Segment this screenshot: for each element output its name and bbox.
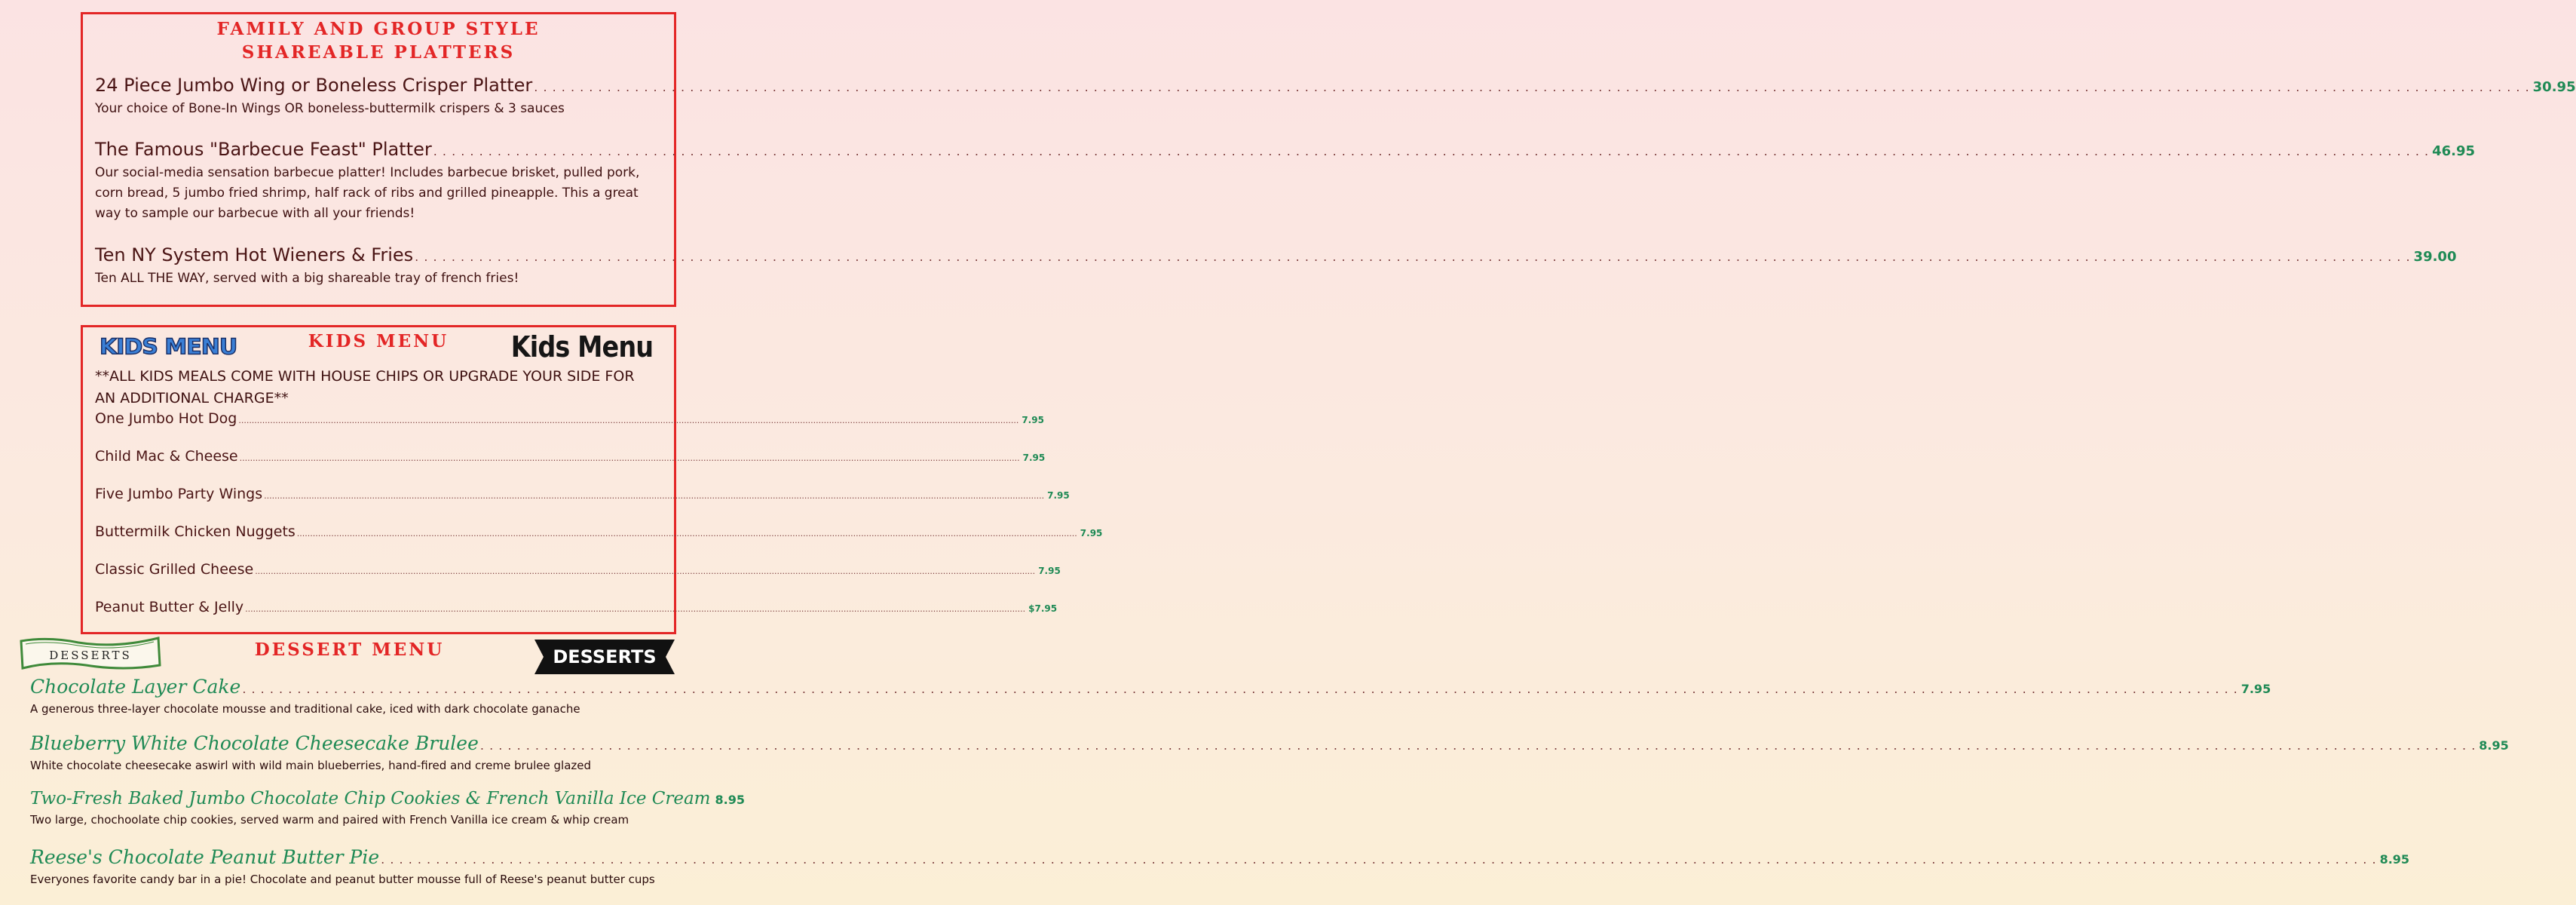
dessert-item xyxy=(30,789,745,827)
leader-dots xyxy=(297,529,1077,538)
item-description: Ten ALL THE WAY, served with a big shareable tray of french fries! xyxy=(95,271,519,286)
kids-item xyxy=(95,410,1044,427)
item-price: 8.95 xyxy=(2379,852,2410,867)
item-price: 30.95 xyxy=(2532,79,2576,95)
item-description: Our social-media sensation barbecue platter! Includes barbecue brisket, pulled pork, corn bread, 5 jumbo fried shrimp, half rack of ribs and grilled pineapple. This a great way to sample our barbecue with all your friends! xyxy=(95,165,640,221)
leader-dots xyxy=(381,852,2376,867)
item-name: Two-Fresh Baked Jumbo Chocolate Chip Cookies & French Vanilla Ice Cream xyxy=(30,789,711,808)
desserts-scroll-label: DESSERTS xyxy=(49,649,132,662)
desserts-black-label: DESSERTS xyxy=(553,646,657,667)
kids-item xyxy=(95,448,1046,465)
desserts-black-banner xyxy=(533,640,676,674)
item-price: 7.95 xyxy=(1022,415,1044,425)
item-price: 7.95 xyxy=(1047,490,1070,501)
platter-item xyxy=(95,75,2576,119)
kids-menu-badge-left: KIDS MENU xyxy=(100,334,237,360)
item-description: White chocolate cheesecake aswirl with wild main blueberries, hand-fired and creme brulee glazed xyxy=(30,759,592,772)
kids-item xyxy=(95,599,1058,615)
leader-dots xyxy=(242,682,2238,696)
kids-heading: KIDS MENU xyxy=(308,331,449,351)
platter-item xyxy=(95,139,2476,224)
item-name: Five Jumbo Party Wings xyxy=(95,486,263,502)
kids-note: **ALL KIDS MEALS COME WITH HOUSE CHIPS OR UPGRADE YOUR SIDE FOR AN ADDITIONAL CHARGE** xyxy=(95,368,635,406)
item-name: 24 Piece Jumbo Wing or Boneless Crisper Platter xyxy=(95,75,533,96)
item-price: $7.95 xyxy=(1028,603,1058,614)
dessert-item xyxy=(30,732,2509,772)
item-name: Blueberry White Chocolate Cheesecake Brulee xyxy=(30,732,479,754)
item-description: Your choice of Bone-In Wings OR boneless-buttermilk crispers & 3 sauces xyxy=(95,101,565,116)
item-price: 7.95 xyxy=(1022,452,1046,463)
item-price: 46.95 xyxy=(2432,143,2476,159)
kids-item xyxy=(95,486,1070,502)
platters-heading-line1: FAMILY AND GROUP STYLE xyxy=(216,19,541,39)
item-name: Ten NY System Hot Wieners & Fries xyxy=(95,244,414,265)
kids-menu-badge-right: Kids Menu xyxy=(510,330,653,364)
item-name: One Jumbo Hot Dog xyxy=(95,410,237,427)
kids-item xyxy=(95,561,1061,578)
item-description: Everyones favorite candy bar in a pie! Chocolate and peanut butter mousse full of Reese's peanut butter cups xyxy=(30,873,655,886)
leader-dots xyxy=(240,453,1020,463)
leader-dots xyxy=(433,144,2429,158)
desserts-heading: DESSERT MENU xyxy=(254,640,445,660)
platters-section xyxy=(81,12,2576,307)
leader-dots xyxy=(238,416,1018,425)
item-price: 8.95 xyxy=(2479,738,2509,753)
item-name: The Famous "Barbecue Feast" Platter xyxy=(95,139,432,160)
dessert-item xyxy=(30,676,2271,716)
item-price: 8.95 xyxy=(715,793,745,807)
leader-dots xyxy=(264,491,1044,501)
leader-dots xyxy=(534,80,2529,94)
leader-dots xyxy=(480,738,2476,753)
item-description: A generous three-layer chocolate mousse and traditional cake, iced with dark chocolate ganache xyxy=(30,702,580,716)
item-name: Chocolate Layer Cake xyxy=(30,676,241,698)
kids-item xyxy=(95,523,1103,540)
platter-item xyxy=(95,244,2457,289)
platters-heading-line2: SHAREABLE PLATTERS xyxy=(241,42,516,63)
item-name: Classic Grilled Cheese xyxy=(95,561,254,578)
item-price: 7.95 xyxy=(1080,528,1103,538)
kids-section xyxy=(81,325,1103,634)
leader-dots xyxy=(255,566,1035,576)
item-price: 39.00 xyxy=(2413,249,2457,265)
leader-dots xyxy=(245,604,1025,614)
item-name: Buttermilk Chicken Nuggets xyxy=(95,523,296,540)
item-name: Reese's Chocolate Peanut Butter Pie xyxy=(30,846,380,868)
leader-dots xyxy=(415,250,2410,264)
item-name: Peanut Butter & Jelly xyxy=(95,599,244,615)
item-price: 7.95 xyxy=(1038,566,1061,576)
item-name: Child Mac & Cheese xyxy=(95,448,238,465)
item-price: 7.95 xyxy=(2241,682,2271,696)
item-description: Two large, chochoolate chip cookies, served warm and paired with French Vanilla ice cream & whip cream xyxy=(30,813,629,827)
dessert-item xyxy=(30,846,2410,886)
